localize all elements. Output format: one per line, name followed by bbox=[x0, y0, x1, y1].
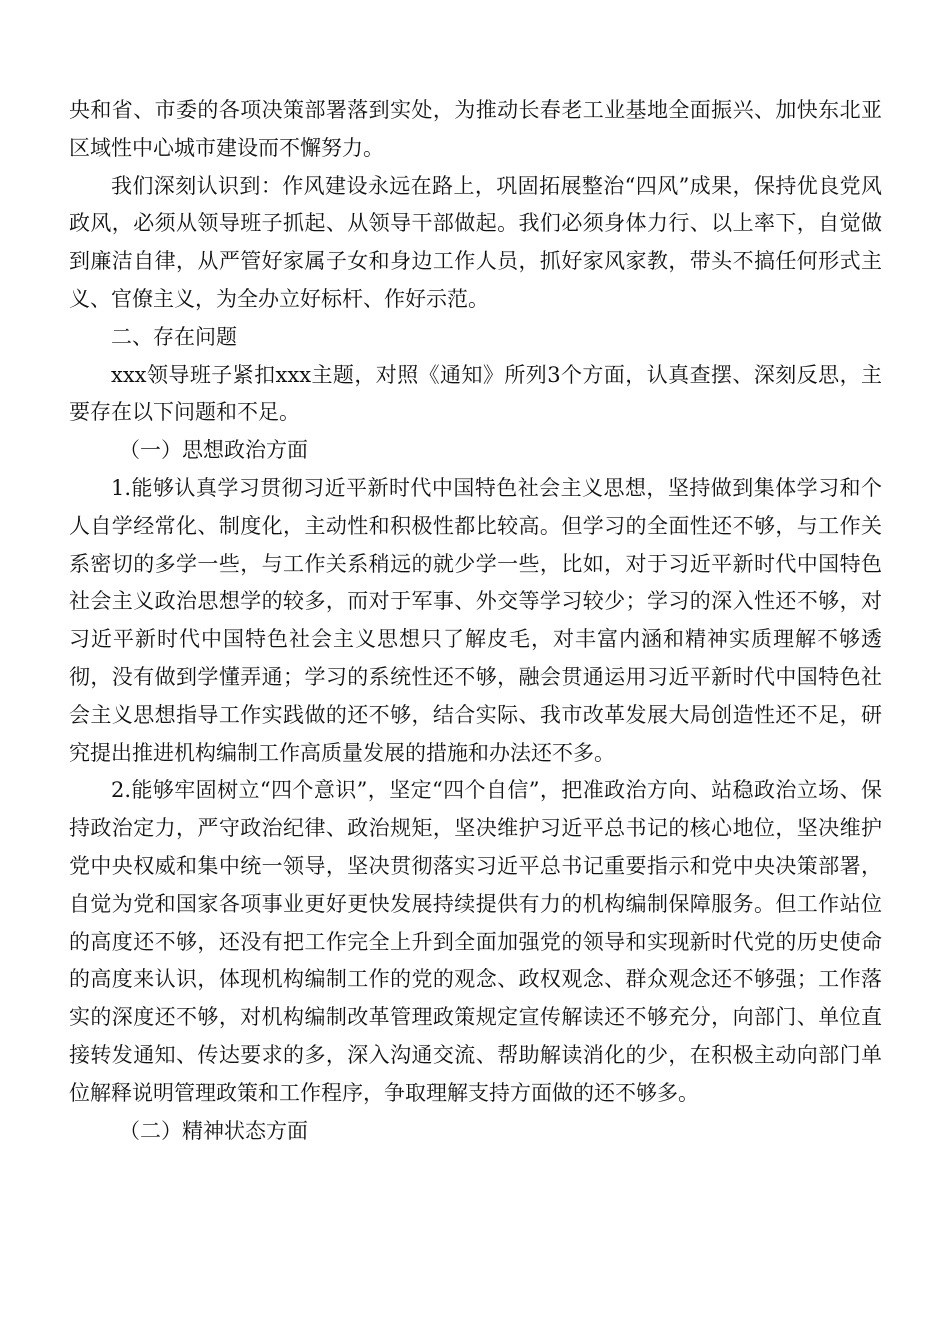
subheading-ideology-politics: （一）思想政治方面 bbox=[119, 438, 308, 463]
paragraph-continuation: 央和省、市委的各项决策部署落到实处，为推动长春老工业基地全面振兴、加快东北亚区域性中心城市建设而不懈努力。 bbox=[69, 98, 882, 160]
paragraph-item-1: 1.能够认真学习贯彻习近平新时代中国特色社会主义思想，坚持做到集体学习和个人自学经常化、制度化，主动性和积极性都比较高。但学习的全面性还不够，与工作关系密切的多学一些，与工作关系稍远的就少学一些，比如，对于习近平新时代中国特色社会主义政治思想学的较多，而对于军事、外交等学习较少；学习的深入性还不够，对习近平新时代中国特色社会主义思想只了解皮毛，对丰富内涵和精神实质理解不够透彻，没有做到学懂弄通；学习的系统性还不够，融会贯通运用习近平新时代中国特色社会主义思想指导工作实践做的还不够，结合实际、我市改革发展大局创造性还不足，研究提出推进机构编制工作高质量发展的措施和办法还不多。 bbox=[69, 475, 882, 765]
document-body bbox=[69, 92, 882, 1150]
paragraph-style-awareness: 我们深刻认识到：作风建设永远在路上，巩固拓展整治“四风”成果，保持优良党风政风，必须从领导班子抓起、从领导干部做起。我们必须身体力行、以上率下，自觉做到廉洁自律，从严管好家属子女和身边工作人员，抓好家风家教，带头不搞任何形式主义、官僚主义，为全办立好标杆、作好示范。 bbox=[69, 173, 882, 311]
section-heading-problems: 二、存在问题 bbox=[111, 324, 237, 349]
paragraph-item-2: 2.能够牢固树立“四个意识”，坚定“四个自信”，把准政治方向、站稳政治立场、保持政治定力，严守政治纪律、政治规矩，坚决维护习近平总书记的核心地位，坚决维护党中央权威和集中统一领导，坚决贯彻落实习近平总书记重要指示和党中央决策部署，自觉为党和国家各项事业更好更快发展持续提供有力的机构编制保障服务。但工作站位的高度还不够，还没有把工作完全上升到全面加强党的领导和实现新时代党的历史使命的高度来认识，体现机构编制工作的党的观念、政权观念、群众观念还不够强；工作落实的深度还不够，对机构编制改革管理政策规定宣传解读还不够充分，向部门、单位直接转发通知、传达要求的多，深入沟通交流、帮助解读消化的少，在积极主动向部门单位解释说明管理政策和工作程序，争取理解支持方面做的还不够多。 bbox=[69, 778, 882, 1105]
subheading-mental-state: （二）精神状态方面 bbox=[119, 1118, 308, 1143]
paragraph-problems-intro: xxx领导班子紧扣xxx主题，对照《通知》所列3个方面，认真查摆、深刻反思，主要存在以下问题和不足。 bbox=[69, 362, 882, 425]
